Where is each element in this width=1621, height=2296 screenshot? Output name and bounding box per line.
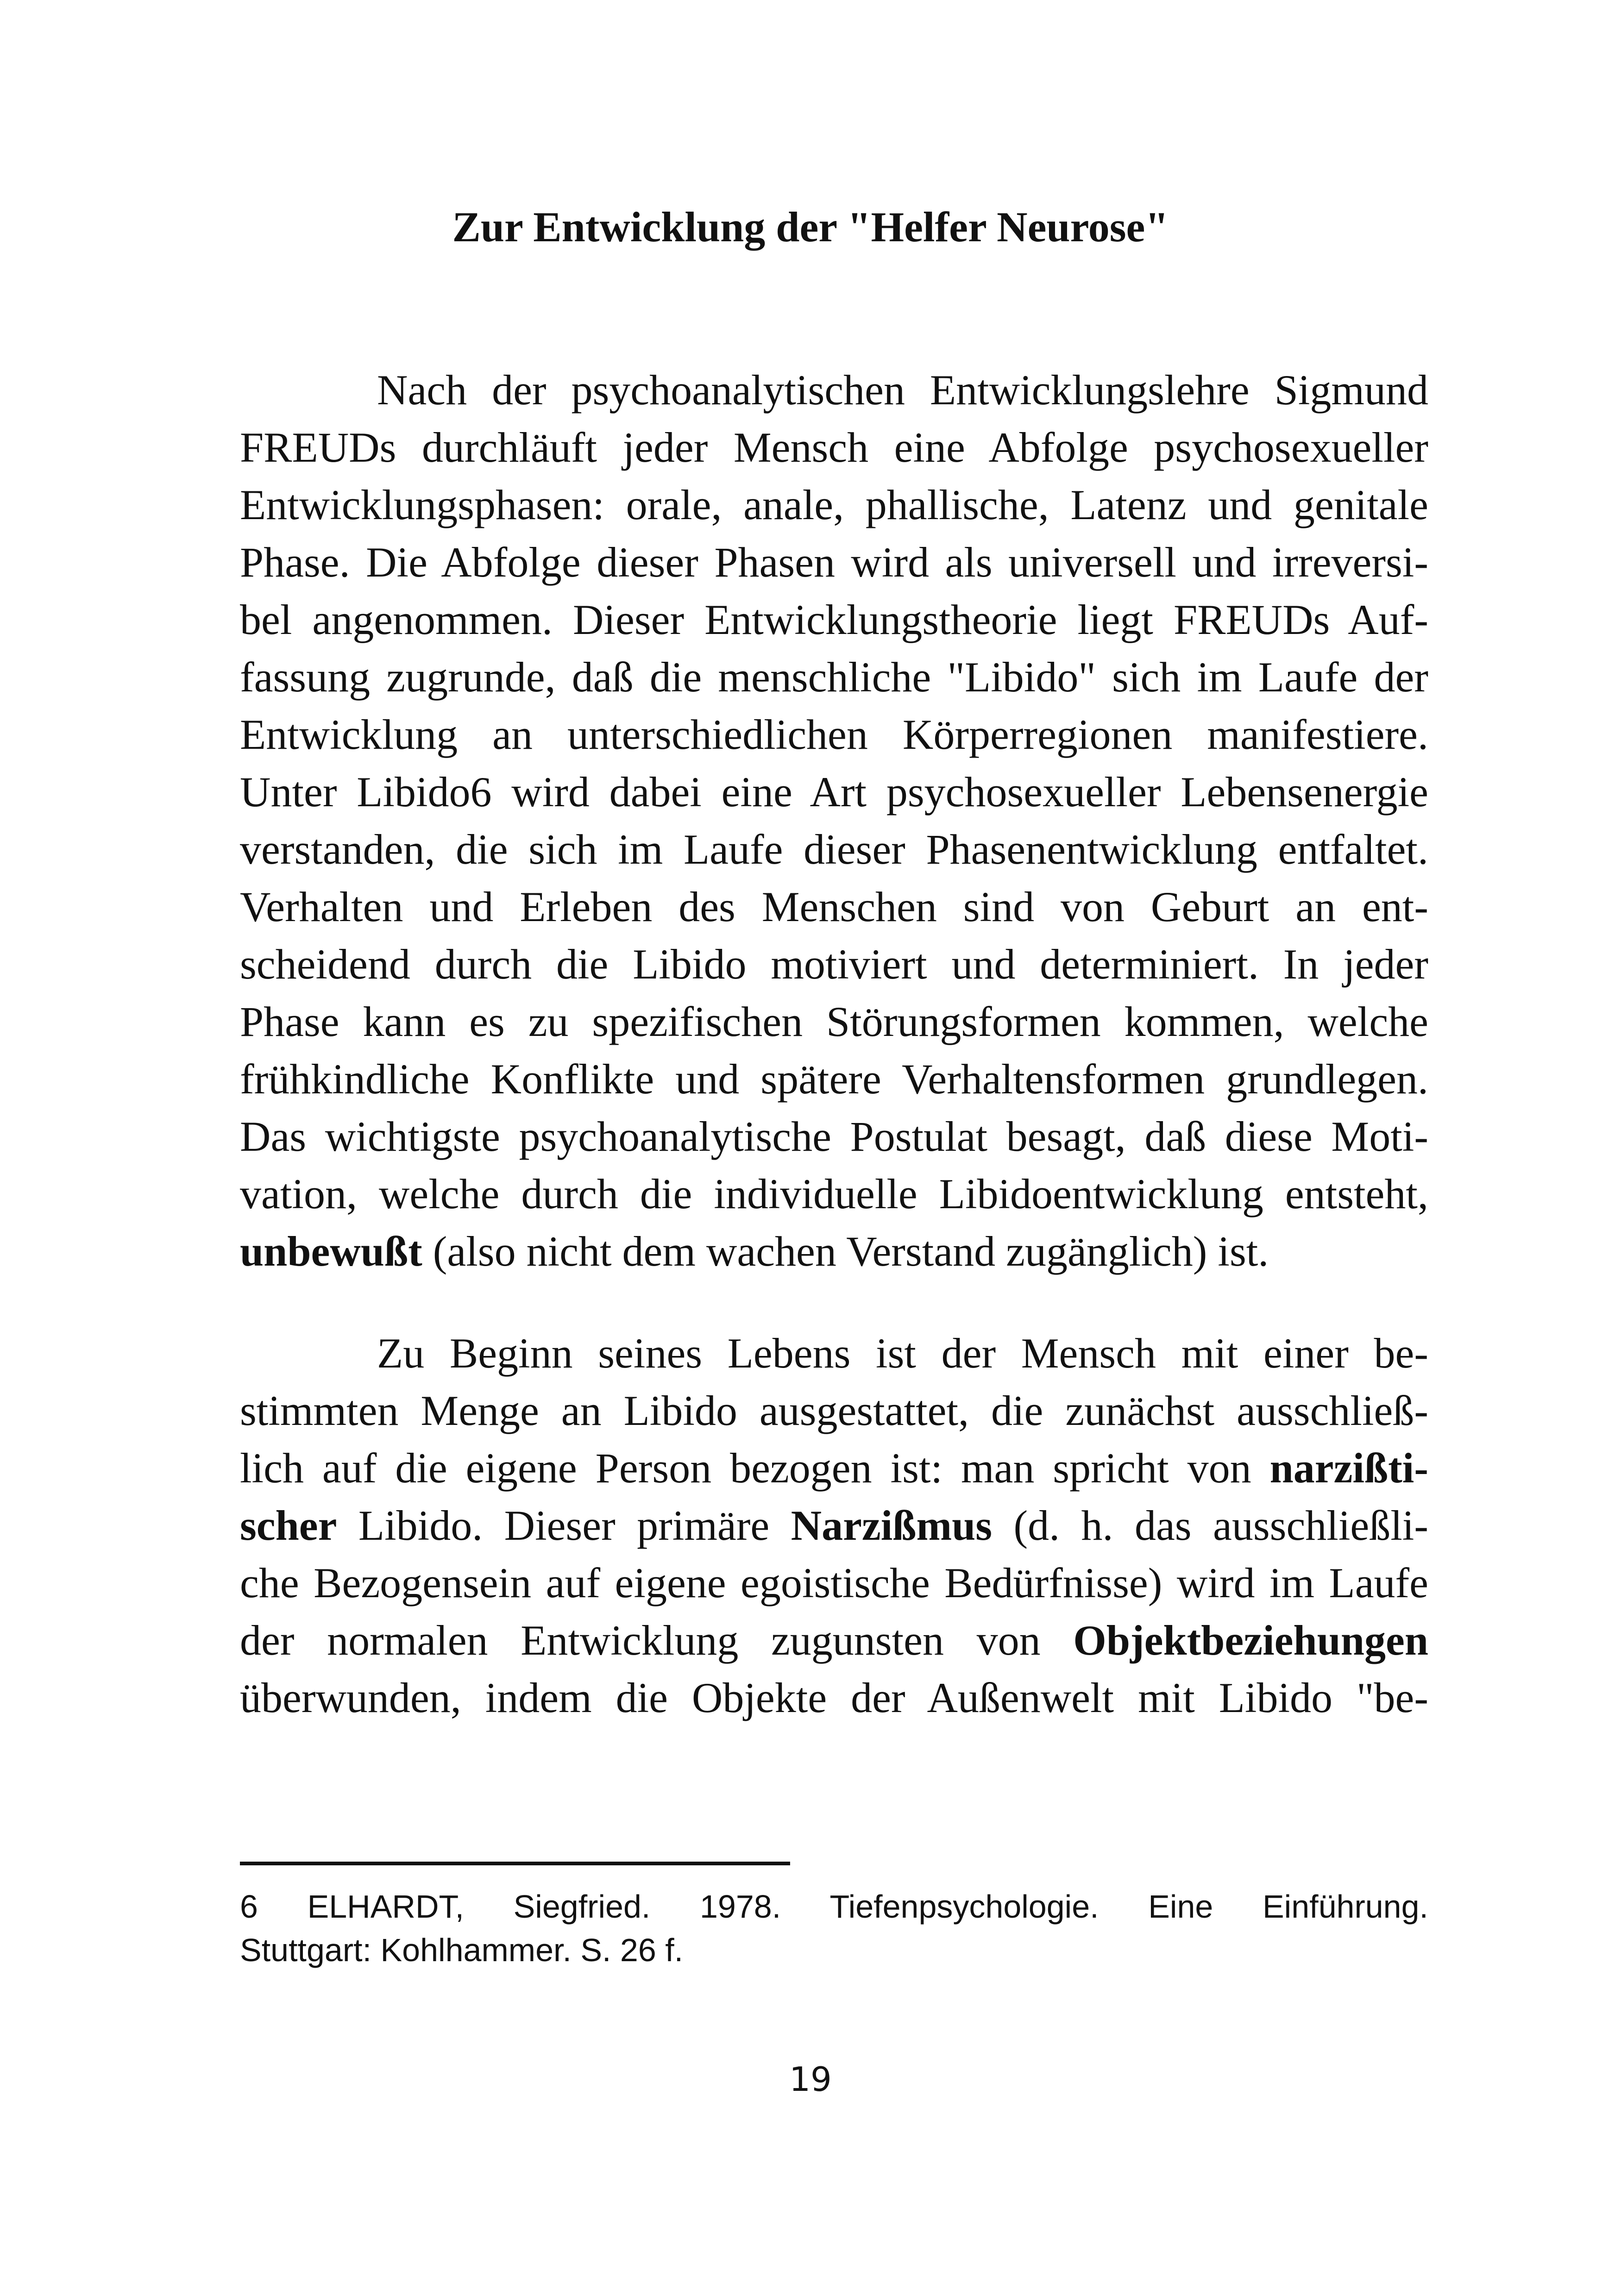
bold-term: narzißti- (1269, 1444, 1428, 1492)
text-line: scheidend durch die Libido motiviert und determiniert. In jeder (240, 941, 1428, 988)
paragraph-1 (240, 361, 1428, 1280)
text-fragment: der normalen Entwicklung zugunsten von (240, 1617, 1074, 1664)
footnote (240, 1885, 1428, 1972)
text-line: Entwicklungsphasen: orale, anale, phallische, Latenz und genitale (240, 481, 1428, 528)
footnote-separator (240, 1862, 790, 1865)
text-line: Das wichtigste psychoanalytische Postulat besagt, daß diese Moti- (240, 1113, 1428, 1160)
text-line: Phase. Die Abfolge dieser Phasen wird als universell und irreversi- (240, 539, 1428, 586)
bold-term: Narzißmus (791, 1502, 993, 1549)
footnote-line: 6 ELHARDT, Siegfried. 1978. Tiefenpsychologie. Eine Einführung. (240, 1888, 1428, 1925)
page-title: Zur Entwicklung der "Helfer Neurose" (452, 203, 1169, 251)
text-line: fassung zugrunde, daß die menschliche "Libido" sich im Laufe der (240, 653, 1428, 701)
text-line: Zu Beginn seines Lebens ist der Mensch mit einer be- (377, 1330, 1428, 1377)
bold-term: unbewußt (240, 1228, 422, 1275)
text-line (240, 1612, 1428, 1669)
text-line: überwunden, indem die Objekte der Außenwelt mit Libido "be- (240, 1674, 1428, 1721)
text-line: bel angenommen. Dieser Entwicklungstheorie liegt FREUDs Auf- (240, 596, 1428, 643)
text-line: Verhalten und Erleben des Menschen sind von Geburt an ent- (240, 883, 1428, 930)
text-fragment: (d. h. das ausschließli- (992, 1502, 1428, 1549)
paragraph-2 (240, 1324, 1428, 1726)
footnote-line: Stuttgart: Kohlhammer. S. 26 f. (240, 1932, 684, 1968)
text-line: stimmten Menge an Libido ausgestattet, die zunächst ausschließ- (240, 1387, 1428, 1434)
page-number: 19 (789, 2060, 832, 2099)
text-line (240, 1223, 1428, 1280)
text-line (240, 1497, 1428, 1554)
text-line: che Bezogensein auf eigene egoistische Bedürfnisse) wird im Laufe (240, 1559, 1428, 1606)
text-line: Unter Libido6 wird dabei eine Art psychosexueller Lebensenergie (240, 768, 1428, 816)
text-line: frühkindliche Konflikte und spätere Verhaltensformen grundlegen. (240, 1055, 1428, 1103)
text-line: Phase kann es zu spezifischen Störungsformen kommen, welche (240, 998, 1428, 1045)
text-fragment: (also nicht dem wachen Verstand zugänglich) ist. (422, 1228, 1269, 1275)
text-line: Entwicklung an unterschiedlichen Körperregionen manifestiere. (240, 711, 1428, 758)
text-fragment: lich auf die eigene Person bezogen ist: man spricht von (240, 1444, 1270, 1492)
bold-term: Objektbeziehungen (1073, 1617, 1428, 1664)
text-line: vation, welche durch die individuelle Libidoentwicklung entsteht, (240, 1170, 1428, 1217)
text-line: FREUDs durchläuft jeder Mensch eine Abfolge psychosexueller (240, 424, 1428, 471)
bold-term: scher (240, 1502, 337, 1549)
text-fragment: Libido. Dieser primäre (337, 1502, 791, 1549)
text-line (240, 1439, 1428, 1497)
text-line: verstanden, die sich im Laufe dieser Phasenentwicklung entfaltet. (240, 826, 1428, 873)
text-line: Nach der psychoanalytischen Entwicklungslehre Sigmund (377, 366, 1428, 414)
